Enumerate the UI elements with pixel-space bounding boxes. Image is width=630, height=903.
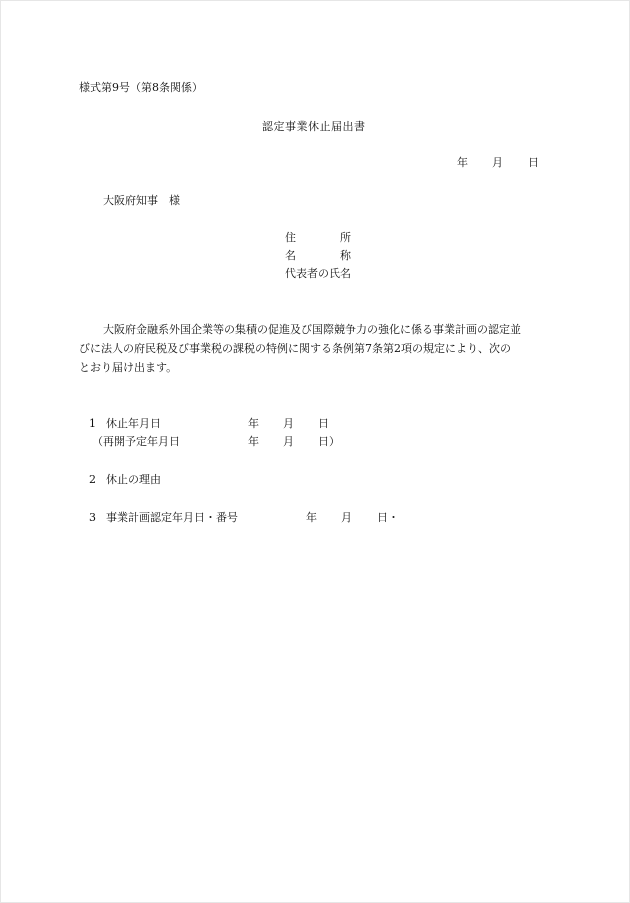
item-1-resume-month: 月 (283, 435, 294, 448)
item-3-number: 3 (89, 511, 96, 524)
document-title: 認定事業休止届出書 (262, 120, 366, 133)
item-2-number: 2 (89, 473, 96, 486)
item-1-number: 1 (89, 417, 96, 430)
item-2-label: 休止の理由 (106, 473, 161, 486)
date-month: 月 (492, 156, 503, 169)
item-3-month: 月 (341, 511, 352, 524)
name-label: 名 称 (285, 249, 351, 262)
body-line-1: 大阪府金融系外国企業等の集積の促進及び国際競争力の強化に係る事業計画の認定並 (103, 323, 521, 336)
item-1-day: 日 (318, 417, 329, 430)
item-1-month: 月 (283, 417, 294, 430)
address-label: 住 所 (285, 231, 351, 244)
body-line-2: びに法人の府民税及び事業税の課税の特例に関する条例第7条第2項の規定により、次の (79, 342, 511, 355)
body-line-3: とおり届け出ます。 (79, 361, 178, 374)
item-1-resume-label: （再開予定年月日 (92, 435, 180, 448)
representative-label: 代表者の氏名 (285, 267, 351, 280)
item-3-day: 日・ (377, 511, 399, 524)
form-number: 様式第9号（第8条関係） (79, 81, 203, 94)
addressee: 大阪府知事 様 (103, 194, 180, 207)
date-day: 日 (528, 156, 539, 169)
date-year: 年 (457, 156, 468, 169)
item-1-year: 年 (248, 417, 259, 430)
item-3-label: 事業計画認定年月日・番号 (106, 511, 238, 524)
item-3-year: 年 (306, 511, 317, 524)
item-1-resume-day: 日） (318, 435, 340, 448)
item-1-resume-year: 年 (248, 435, 259, 448)
item-1-label: 休止年月日 (106, 417, 161, 430)
